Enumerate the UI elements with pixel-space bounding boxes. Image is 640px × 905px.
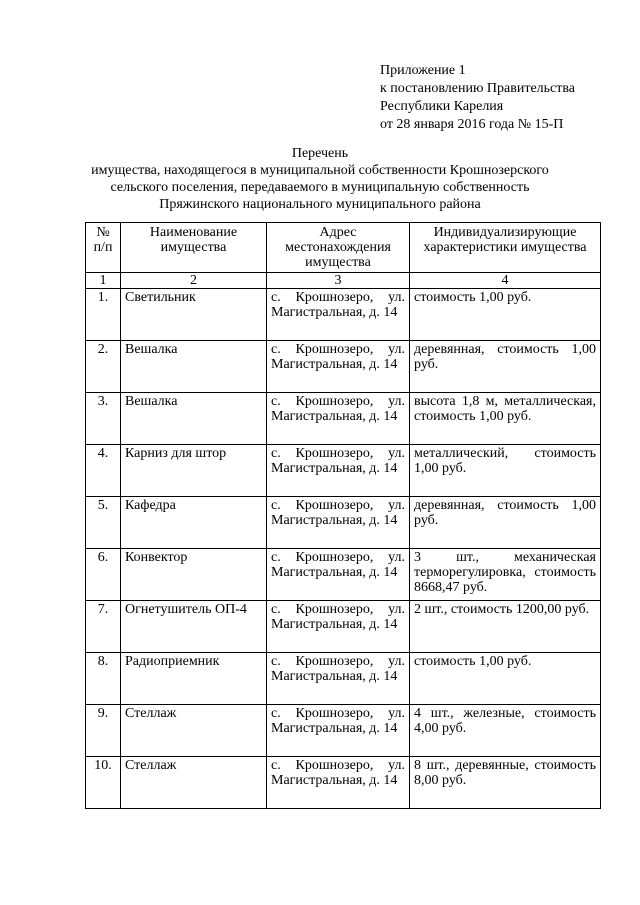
column-number-row: [86, 273, 601, 289]
table-row: [86, 497, 601, 549]
property-characteristics: деревянная, стоимость 1,00 руб.: [410, 497, 601, 549]
table-row: [86, 549, 601, 601]
row-number: 3.: [86, 393, 121, 445]
property-characteristics: 8 шт., деревянные, стоимость 8,00 руб.: [410, 757, 601, 809]
row-number: 6.: [86, 549, 121, 601]
appendix-line: Республики Карелия: [380, 99, 504, 114]
property-address: с. Крошнозеро, ул. Магистральная, д. 14: [267, 445, 410, 497]
row-number: 5.: [86, 497, 121, 549]
property-name: Радиоприемник: [121, 653, 267, 705]
title-line: Перечень: [291, 146, 349, 161]
table-row: [86, 289, 601, 341]
property-address: с. Крошнозеро, ул. Магистральная, д. 14: [267, 341, 410, 393]
row-number: 4.: [86, 445, 121, 497]
property-address: с. Крошнозеро, ул. Магистральная, д. 14: [267, 549, 410, 601]
property-characteristics: 3 шт., механическая терморегулировка, стоимость 8668,47 руб.: [410, 549, 601, 601]
table-row: [86, 757, 601, 809]
row-number: 8.: [86, 653, 121, 705]
document-title: [60, 145, 580, 213]
property-address: с. Крошнозеро, ул. Магистральная, д. 14: [267, 393, 410, 445]
table-row: [86, 341, 601, 393]
column-number: 3: [267, 273, 410, 289]
title-line: имущества, находящегося в муниципальной собственности Крошнозерского: [91, 163, 549, 178]
property-name: Стеллаж: [121, 705, 267, 757]
property-name: Стеллаж: [121, 757, 267, 809]
property-characteristics: металлический, стоимость 1,00 руб.: [410, 445, 601, 497]
property-characteristics: 4 шт., железные, стоимость 4,00 руб.: [410, 705, 601, 757]
appendix-line: к постановлению Правительства: [380, 81, 576, 96]
property-characteristics: 2 шт., стоимость 1200,00 руб.: [410, 601, 601, 653]
property-name: Конвектор: [121, 549, 267, 601]
row-number: 1.: [86, 289, 121, 341]
row-number: 10.: [86, 757, 121, 809]
property-name: Огнетушитель ОП-4: [121, 601, 267, 653]
table-row: [86, 653, 601, 705]
row-number: 2.: [86, 341, 121, 393]
table-row: [86, 601, 601, 653]
column-number: 1: [86, 273, 121, 289]
title-line: Пряжинского национального муниципального района: [159, 197, 481, 212]
appendix-line: от 28 января 2016 года № 15-П: [380, 117, 564, 132]
header-number: № п/п: [86, 223, 121, 273]
property-table: [85, 222, 601, 809]
appendix-line: Приложение 1: [380, 63, 466, 78]
property-characteristics: высота 1,8 м, металлическая, стоимость 1,00 руб.: [410, 393, 601, 445]
title-line: сельского поселения, передаваемого в муниципальную собственность: [110, 180, 530, 195]
table-header-row: [86, 223, 601, 273]
header-characteristics: Индивидуализирующие характеристики имущества: [410, 223, 601, 273]
property-name: Карниз для штор: [121, 445, 267, 497]
property-address: с. Крошнозеро, ул. Магистральная, д. 14: [267, 757, 410, 809]
header-name: Наименование имущества: [121, 223, 267, 273]
property-name: Светильник: [121, 289, 267, 341]
header-address: Адрес местонахождения имущества: [267, 223, 410, 273]
property-name: Вешалка: [121, 341, 267, 393]
property-address: с. Крошнозеро, ул. Магистральная, д. 14: [267, 289, 410, 341]
column-number: 4: [410, 273, 601, 289]
property-address: с. Крошнозеро, ул. Магистральная, д. 14: [267, 601, 410, 653]
table-body: [86, 289, 601, 809]
table-row: [86, 705, 601, 757]
property-characteristics: стоимость 1,00 руб.: [410, 653, 601, 705]
appendix-header: [380, 62, 575, 134]
row-number: 9.: [86, 705, 121, 757]
property-address: с. Крошнозеро, ул. Магистральная, д. 14: [267, 705, 410, 757]
column-number: 2: [121, 273, 267, 289]
property-address: с. Крошнозеро, ул. Магистральная, д. 14: [267, 497, 410, 549]
row-number: 7.: [86, 601, 121, 653]
property-name: Вешалка: [121, 393, 267, 445]
property-address: с. Крошнозеро, ул. Магистральная, д. 14: [267, 653, 410, 705]
property-characteristics: стоимость 1,00 руб.: [410, 289, 601, 341]
property-name: Кафедра: [121, 497, 267, 549]
property-characteristics: деревянная, стоимость 1,00 руб.: [410, 341, 601, 393]
table-row: [86, 445, 601, 497]
table-row: [86, 393, 601, 445]
